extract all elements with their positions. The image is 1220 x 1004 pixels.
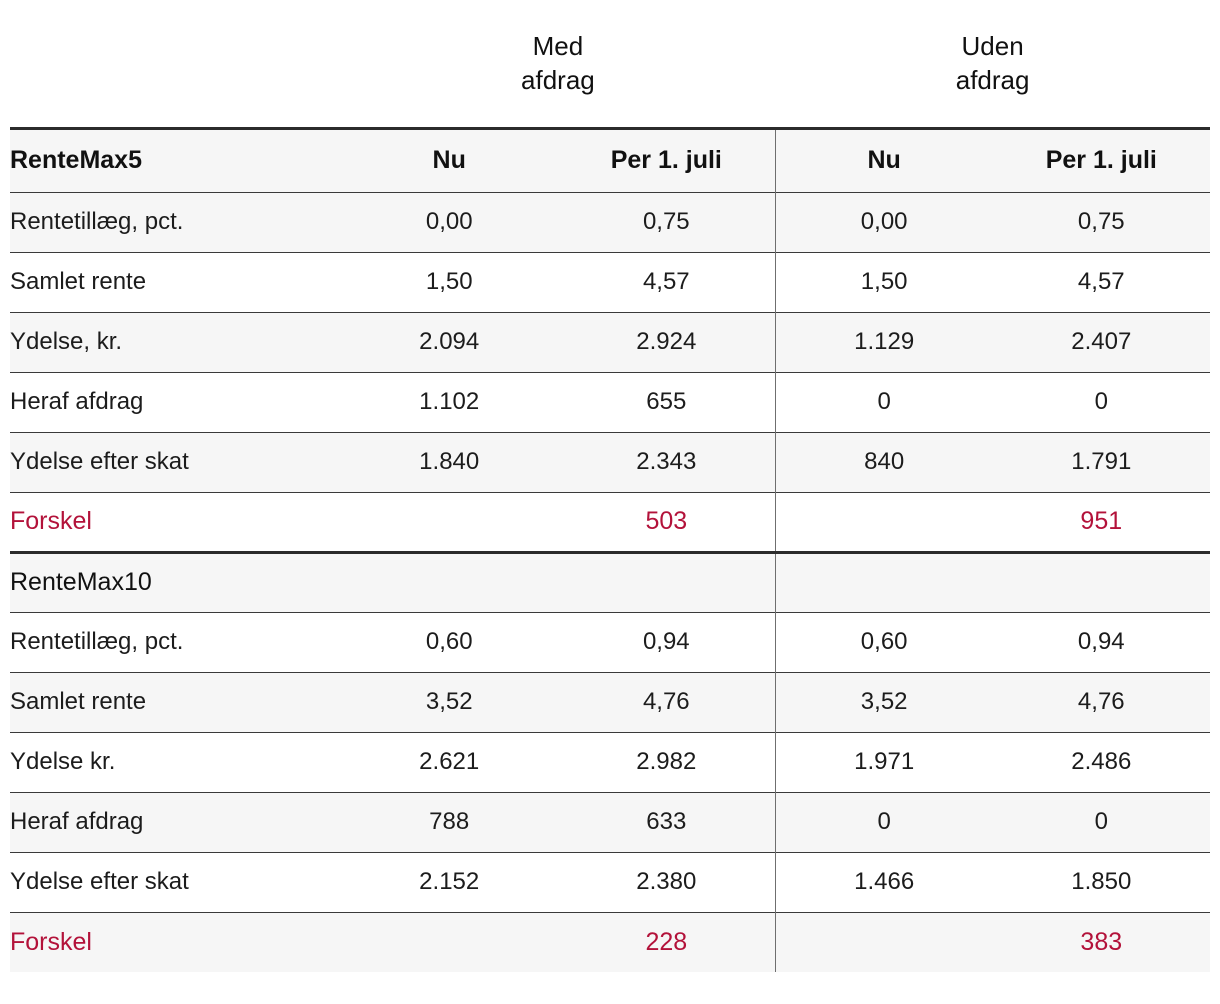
row-value: 0 (993, 372, 1210, 432)
difference-label: Forskel (10, 912, 341, 972)
difference-value (341, 912, 558, 972)
section-title-2: RenteMax10 (10, 552, 341, 612)
row-label: Samlet rente (10, 252, 341, 312)
row-value: 0,94 (558, 612, 775, 672)
table-row (10, 192, 1210, 252)
row-value: 0,75 (558, 192, 775, 252)
row-label: Ydelse, kr. (10, 312, 341, 372)
row-value: 0,75 (993, 192, 1210, 252)
group-header-uden-line1: Uden (961, 30, 1024, 61)
group-header-med-line2: afdrag (521, 65, 595, 96)
difference-label: Forskel (10, 492, 341, 552)
table-row (10, 372, 1210, 432)
group-header-uden (775, 0, 1210, 128)
difference-value (775, 912, 992, 972)
row-value: 2.982 (558, 732, 775, 792)
group-header-med-line1: Med (532, 30, 584, 61)
row-value: 2.486 (993, 732, 1210, 792)
column-header-row-section-1 (10, 128, 1210, 192)
row-value: 1.971 (775, 732, 992, 792)
row-label: Ydelse efter skat (10, 432, 341, 492)
row-label: Ydelse efter skat (10, 852, 341, 912)
row-label: Rentetillæg, pct. (10, 192, 341, 252)
table-row (10, 252, 1210, 312)
col-header-uden-per1juli: Per 1. juli (993, 128, 1210, 192)
rate-comparison-table (10, 0, 1210, 972)
row-value: 2.407 (993, 312, 1210, 372)
row-value: 1.466 (775, 852, 992, 912)
table-row (10, 732, 1210, 792)
row-value: 3,52 (341, 672, 558, 732)
section-header-spacer (341, 552, 558, 612)
col-header-med-nu: Nu (341, 128, 558, 192)
row-label: Heraf afdrag (10, 792, 341, 852)
difference-value: 503 (558, 492, 775, 552)
row-label: Rentetillæg, pct. (10, 612, 341, 672)
row-value: 2.343 (558, 432, 775, 492)
section-header-row-2 (10, 552, 1210, 612)
group-header-spacer (10, 0, 341, 128)
difference-value: 228 (558, 912, 775, 972)
table-row (10, 792, 1210, 852)
row-value: 0,60 (341, 612, 558, 672)
difference-row (10, 912, 1210, 972)
row-value: 4,57 (558, 252, 775, 312)
row-value: 1,50 (341, 252, 558, 312)
col-header-med-per1juli: Per 1. juli (558, 128, 775, 192)
row-value: 1.129 (775, 312, 992, 372)
difference-value: 383 (993, 912, 1210, 972)
row-value: 0,94 (993, 612, 1210, 672)
difference-value: 951 (993, 492, 1210, 552)
row-value: 633 (558, 792, 775, 852)
difference-value (775, 492, 992, 552)
col-header-uden-nu: Nu (775, 128, 992, 192)
row-value: 3,52 (775, 672, 992, 732)
row-value: 0,00 (775, 192, 992, 252)
section-title-1: RenteMax5 (10, 128, 341, 192)
table-row (10, 672, 1210, 732)
row-value: 4,76 (558, 672, 775, 732)
section-header-spacer (993, 552, 1210, 612)
row-value: 4,76 (993, 672, 1210, 732)
row-value: 788 (341, 792, 558, 852)
row-value: 1.850 (993, 852, 1210, 912)
difference-row (10, 492, 1210, 552)
row-value: 2.152 (341, 852, 558, 912)
difference-value (341, 492, 558, 552)
table-row (10, 312, 1210, 372)
row-label: Ydelse kr. (10, 732, 341, 792)
table-row (10, 612, 1210, 672)
section-header-spacer (775, 552, 992, 612)
table-row (10, 432, 1210, 492)
row-value: 2.094 (341, 312, 558, 372)
row-value: 655 (558, 372, 775, 432)
group-header-uden-line2: afdrag (955, 65, 1030, 96)
row-value: 1.840 (341, 432, 558, 492)
row-value: 2.380 (558, 852, 775, 912)
row-value: 2.621 (341, 732, 558, 792)
row-value: 1,50 (775, 252, 992, 312)
row-value: 840 (775, 432, 992, 492)
row-label: Samlet rente (10, 672, 341, 732)
row-value: 1.791 (993, 432, 1210, 492)
section-header-spacer (558, 552, 775, 612)
group-header-row (10, 0, 1210, 128)
row-value: 0 (993, 792, 1210, 852)
row-value: 0 (775, 792, 992, 852)
row-label: Heraf afdrag (10, 372, 341, 432)
table-row (10, 852, 1210, 912)
row-value: 2.924 (558, 312, 775, 372)
row-value: 0,00 (341, 192, 558, 252)
row-value: 0,60 (775, 612, 992, 672)
row-value: 1.102 (341, 372, 558, 432)
row-value: 0 (775, 372, 992, 432)
row-value: 4,57 (993, 252, 1210, 312)
group-header-med (341, 0, 776, 128)
